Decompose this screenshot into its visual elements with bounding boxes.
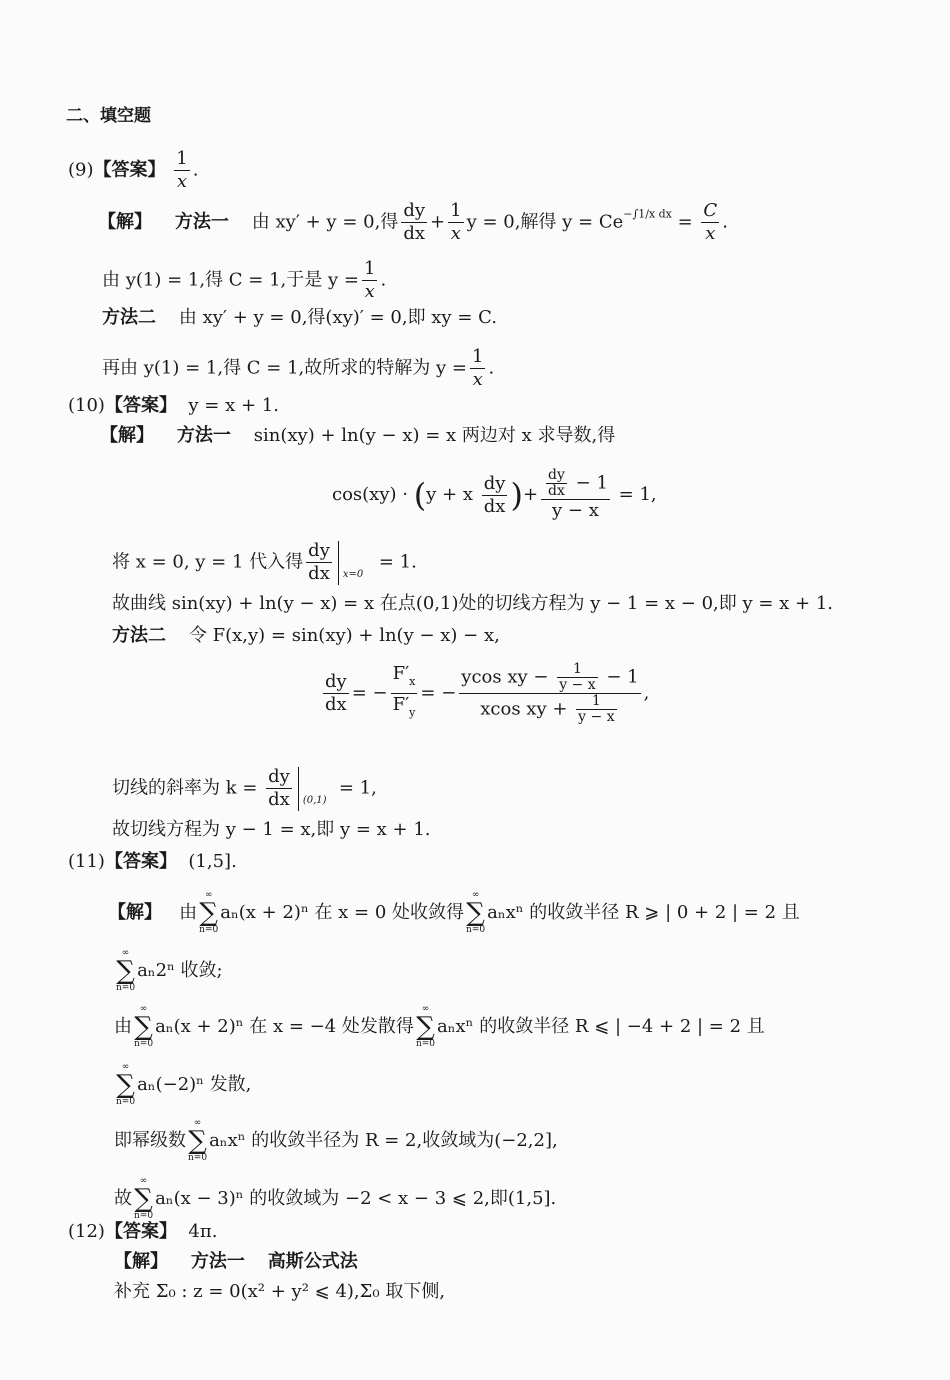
q10-method1-line: 【解】 方法一 sin(xy) + ln(y − x) = x 两边对 x 求导数,得 [100, 425, 616, 446]
q12-line2: 补充 Σ₀ : z = 0(x² + y² ⩽ 4),Σ₀ 取下侧, [114, 1281, 446, 1302]
q12-method1-line: 【解】 方法一 高斯公式法 [114, 1251, 358, 1272]
q10-method2-line: 方法二 令 F(x,y) = sin(xy) + ln(y − x) − x, [112, 625, 500, 646]
q10-line-last: 故切线方程为 y − 1 = x,即 y = x + 1. [112, 819, 431, 840]
section-title: 二、填空题 [66, 106, 151, 126]
q11-line1: 【解】 由 ∞ ∑ n=0 aₙ(x + 2)ⁿ 在 x = 0 处收敛得 ∞ ∑ n=0 aₙxⁿ 的收敛半径 R ⩾ | 0 + 2 | = 2 且 [108, 890, 800, 935]
answer-12: (12)【答案】 4π. [68, 1221, 218, 1242]
q9-method2-line: 方法二 由 xy′ + y = 0,得(xy)′ = 0,即 xy = C. [102, 307, 497, 328]
q10-equation-1: cos(xy) · (y + x $\frac{dy}{dx}$ )+ $\frac{dy}{dx}$ − 1 y − x = 1, [332, 467, 657, 521]
q11-line2: ∞ ∑ n=0 aₙ2ⁿ 收敛; [116, 948, 223, 993]
q9-method1-line: 【解】 方法一 由 xy′ + y = 0,得 $\frac{dy}{dx}$ + $\frac{1}{x}$ y = 0,解得 $y = Ce^{-\int 1/x dx}$ = $\frac{C}{x}$ . [98, 200, 728, 244]
q11-line6: 故 ∞ ∑ n=0 aₙ(x − 3)ⁿ 的收敛域为 −2 < x − 3 ⩽ 2,即(1,5]. [114, 1176, 557, 1221]
answer-11: (11)【答案】 (1,5]. [68, 851, 237, 872]
q9-line4: 再由 y(1) = 1,得 C = 1,故所求的特解为 y = $\frac{1}{x}$ . [102, 346, 495, 390]
answer-9-value: $\frac{1}{x}$ [176, 148, 188, 192]
q10-line3: 将 x = 0, y = 1 代入得 $\frac{dy}{dx}$ x=0 = 1. [112, 540, 417, 584]
q10-equation-2: $\frac{dy}{dx}$ = − $\frac{F'_x}{F'_y}$ = − ycos xy − $\frac{1}{y - x}$ − 1 xcos xy + $\frac{1}{y - x}$ , [325, 661, 650, 725]
q11-line3: 由 ∞ ∑ n=0 aₙ(x + 2)ⁿ 在 x = −4 处发散得 ∞ ∑ n=0 aₙxⁿ 的收敛半径 R ⩽ | −4 + 2 | = 2 且 [114, 1004, 765, 1049]
answer-10: (10)【答案】 y = x + 1. [68, 395, 279, 416]
q11-line4: ∞ ∑ n=0 aₙ(−2)ⁿ 发散, [116, 1062, 252, 1107]
q10-slope-line: 切线的斜率为 k = $\frac{dy}{dx}$ (0,1) = 1, [112, 766, 377, 810]
answer-9: (9)【答案】 $\frac{1}{x}$ . [68, 148, 199, 192]
q11-line5: 即幂级数 ∞ ∑ n=0 aₙxⁿ 的收敛半径为 R = 2,收敛域为(−2,2], [114, 1118, 558, 1163]
q9-line2: 由 y(1) = 1,得 C = 1,于是 y = $\frac{1}{x}$ . [102, 258, 387, 302]
q10-line4: 故曲线 sin(xy) + ln(y − x) = x 在点(0,1)处的切线方程为 y − 1 = x − 0,即 y = x + 1. [112, 593, 834, 614]
